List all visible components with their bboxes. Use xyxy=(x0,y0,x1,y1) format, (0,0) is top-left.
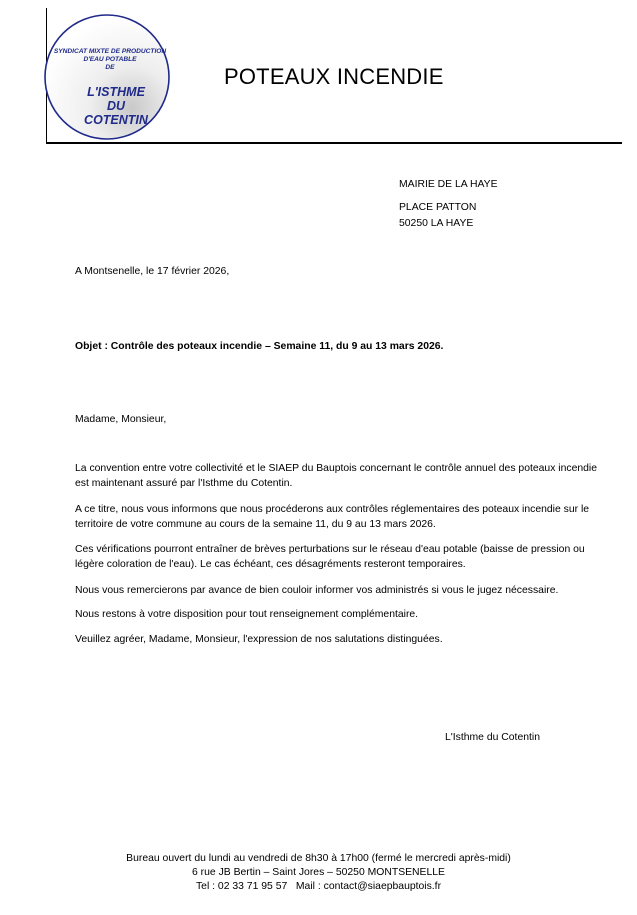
logo-line-2: D'EAU POTABLE xyxy=(83,56,137,63)
logo-name-2: DU xyxy=(106,99,126,113)
recipient-city: 50250 LA HAYE xyxy=(399,218,474,229)
body-paragraph: Ces vérifications pourront entraîner de brèves perturbations sur le réseau d'eau potable (baisse de pression ou légère coloration de l'eau). Le cas échéant, ces désagréments resteront temporaires. xyxy=(75,544,585,570)
footer-contact: Tel : 02 33 71 95 57 Mail : contact@siaepbauptois.fr xyxy=(195,881,442,892)
letter-date: A Montsenelle, le 17 février 2026, xyxy=(75,266,230,277)
letter-salutation: Madame, Monsieur, xyxy=(75,414,167,425)
letter-signature: L'Isthme du Cotentin xyxy=(445,732,540,743)
body-paragraph: La convention entre votre collectivité et le SIAEP du Bauptois concernant le contrôle annuel des poteaux incendie est maintenant assuré par l'Isthme du Cotentin. xyxy=(75,463,597,489)
logo-graphic xyxy=(40,12,175,142)
body-paragraph: Veuillez agréer, Madame, Monsieur, l'expression de nos salutations distinguées. xyxy=(75,634,443,645)
body-paragraph: Nous vous remercierons par avance de bien couloir informer vos administrés si vous le jugez nécessaire. xyxy=(75,585,559,596)
logo-line-1: SYNDICAT MIXTE DE PRODUCTION xyxy=(53,48,167,55)
document-title: POTEAUX INCENDIE xyxy=(224,64,444,89)
logo-name-1: L'ISTHME xyxy=(87,85,145,99)
letter-subject: Objet : Contrôle des poteaux incendie – Semaine 11, du 9 au 13 mars 2026. xyxy=(75,341,444,352)
footer-address: 6 rue JB Bertin – Saint Jores – 50250 MONTSENELLE xyxy=(192,867,445,878)
body-paragraph: A ce titre, nous vous informons que nous procéderons aux contrôles réglementaires des poteaux incendie sur le territoire de votre commune au cours de la semaine 11, du 9 au 13 mars 2026. xyxy=(75,504,590,530)
logo-name-3: COTENTIN xyxy=(84,113,148,127)
recipient-street: PLACE PATTON xyxy=(399,202,477,213)
organization-logo xyxy=(40,12,175,142)
recipient-name: MAIRIE DE LA HAYE xyxy=(399,179,498,190)
footer-hours: Bureau ouvert du lundi au vendredi de 8h30 à 17h00 (fermé le mercredi après-midi) xyxy=(126,853,511,864)
body-paragraph: Nous restons à votre disposition pour tout renseignement complémentaire. xyxy=(75,609,419,620)
header-horizontal-rule xyxy=(46,142,622,144)
logo-line-3: DE xyxy=(105,64,115,71)
